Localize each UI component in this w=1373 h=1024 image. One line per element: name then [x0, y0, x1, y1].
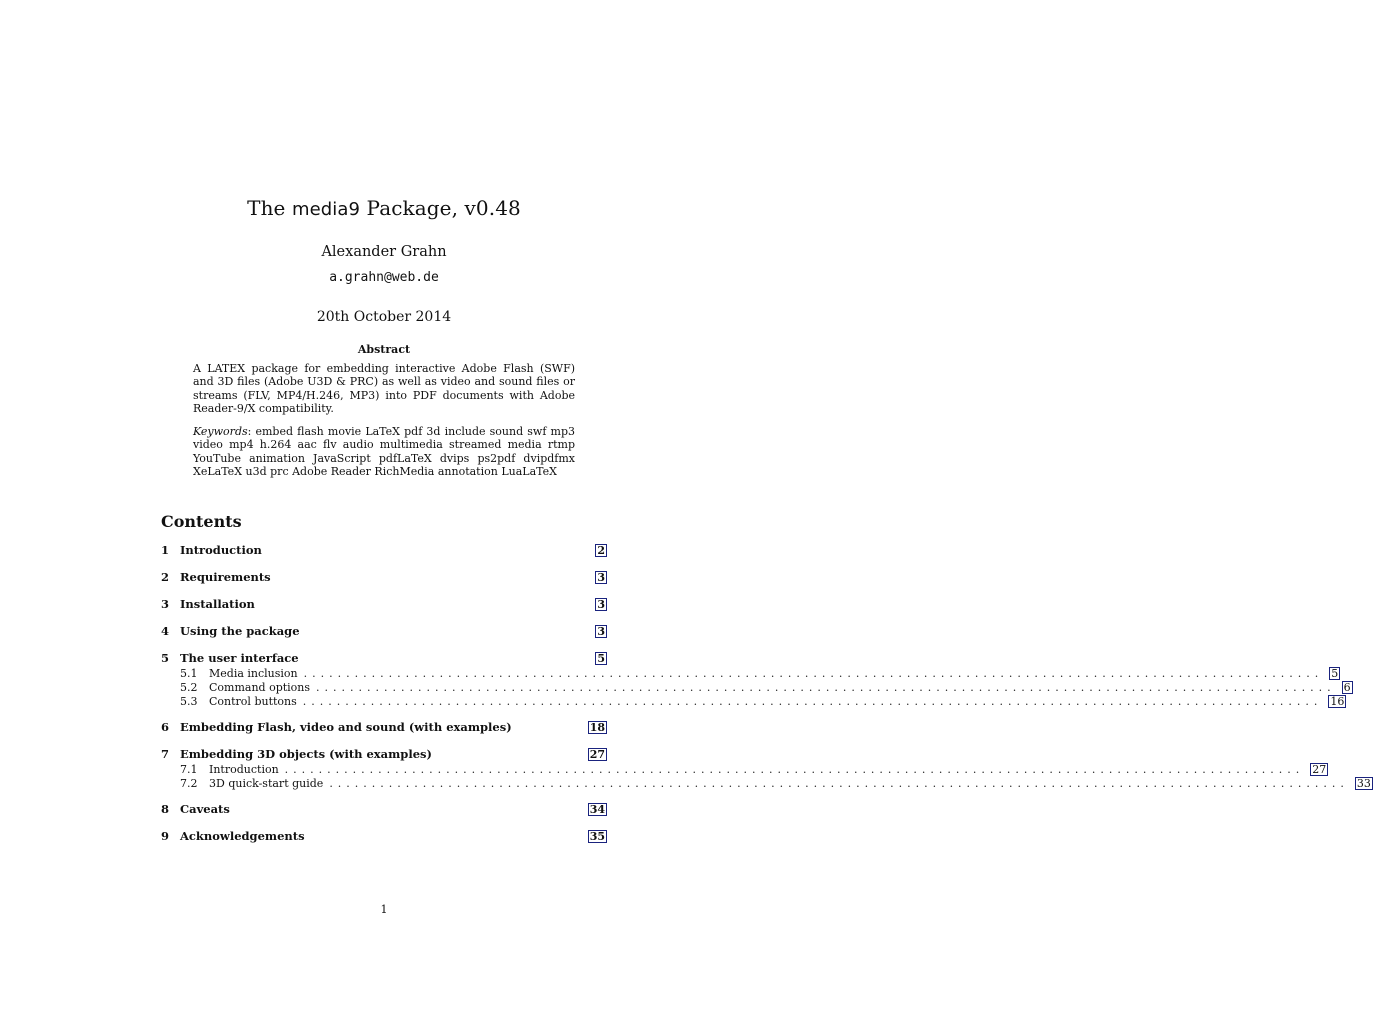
toc-subsection-number: 7.2: [180, 777, 198, 790]
toc-page-link[interactable]: 5: [1331, 667, 1339, 680]
toc-section-number: 1: [161, 543, 170, 557]
toc-page-link[interactable]: 16: [1330, 695, 1345, 708]
toc-dot-leader: ........................................................................................................................: [284, 763, 1305, 776]
toc-subsection-label[interactable]: Media inclusion: [209, 667, 298, 680]
title-suffix: Package, v0.48: [360, 196, 521, 220]
toc-section-label[interactable]: Caveats: [180, 802, 230, 816]
abstract-keywords: [193, 425, 575, 478]
toc-section-2[interactable]: [161, 570, 607, 586]
toc-section-label[interactable]: Acknowledgements: [180, 829, 305, 843]
toc-subsection-number: 7.1: [180, 763, 198, 776]
abstract-heading: Abstract: [357, 343, 411, 356]
keywords-label: Keywords: [193, 425, 248, 439]
toc-section-5[interactable]: [161, 651, 607, 667]
toc-page-link[interactable]: 27: [1312, 763, 1327, 776]
toc-page-link[interactable]: 3: [597, 598, 605, 611]
toc-section-label[interactable]: Introduction: [180, 543, 262, 557]
toc-subsection-7.2[interactable]: [161, 777, 1371, 791]
toc-section-3[interactable]: [161, 597, 607, 613]
keywords-list: : embed flash movie LaTeX pdf 3d include sound swf mp3 video mp4 h.264 aac flv audio multimedia streamed media rtmp YouTube animation JavaScript pdfLaTeX dvips ps2pdf dvipdfmx XeLaTeX u3d prc Adobe Reader RichMedia annotation LuaLaTeX: [193, 425, 575, 479]
toc-section-label[interactable]: Embedding Flash, video and sound (with examples): [180, 720, 512, 734]
toc-subsection-5.3[interactable]: [161, 695, 1345, 709]
toc-section-number: 7: [161, 747, 170, 761]
date: 20th October 2014: [316, 309, 452, 325]
toc-section-label[interactable]: Using the package: [180, 624, 300, 638]
toc-subsection-label[interactable]: 3D quick-start guide: [209, 777, 324, 790]
toc-page-link[interactable]: 33: [1356, 777, 1371, 790]
toc-page-link[interactable]: 3: [597, 571, 605, 584]
toc-section-number: 2: [161, 570, 170, 584]
toc-page-link[interactable]: 27: [589, 748, 605, 761]
toc-page-link[interactable]: 6: [1343, 681, 1351, 694]
toc-section-label[interactable]: The user interface: [180, 651, 299, 665]
toc-section-number: 5: [161, 651, 170, 665]
table-of-contents: [161, 543, 1371, 845]
toc-section-label[interactable]: Requirements: [180, 570, 271, 584]
toc-subsection-label[interactable]: Control buttons: [209, 695, 297, 708]
toc-section-4[interactable]: [161, 624, 607, 640]
toc-subsection-5.2[interactable]: [161, 681, 1351, 695]
author-email[interactable]: a.grahn@web.de: [329, 270, 439, 285]
toc-section-number: 8: [161, 802, 170, 816]
title-prefix: The: [247, 196, 292, 220]
toc-subsection-5.1[interactable]: [161, 667, 1339, 681]
toc-section-6[interactable]: [161, 720, 607, 736]
toc-page-link[interactable]: 2: [597, 544, 605, 557]
title-package-name: media9: [291, 199, 361, 220]
toc-subsection-number: 5.1: [180, 667, 198, 680]
toc-subsection-label[interactable]: Command options: [209, 681, 311, 694]
toc-section-1[interactable]: [161, 543, 607, 559]
document-title: [0, 196, 768, 220]
toc-section-8[interactable]: [161, 802, 607, 818]
toc-section-number: 4: [161, 624, 170, 638]
toc-dot-leader: ........................................................................................................................: [303, 667, 1324, 680]
toc-page-link[interactable]: 18: [589, 721, 605, 734]
abstract-text: A LATEX package for embedding interactive Adobe Flash (SWF) and 3D files (Adobe U3D & PRC) as well as video and sound files or streams (FLV, MP4/H.246, MP3) into PDF documents with Adobe Reader-9/X compatibility.: [193, 362, 575, 415]
toc-section-number: 9: [161, 829, 170, 843]
toc-page-link[interactable]: 3: [597, 625, 605, 638]
toc-dot-leader: ........................................................................................................................: [329, 777, 1349, 790]
toc-dot-leader: ........................................................................................................................: [316, 681, 1336, 694]
abstract: [193, 362, 575, 478]
toc-section-number: 6: [161, 720, 170, 734]
author: Alexander Grahn: [321, 244, 447, 260]
toc-section-label[interactable]: Installation: [180, 597, 255, 611]
toc-page-link[interactable]: 5: [597, 652, 605, 665]
toc-subsection-label[interactable]: Introduction: [209, 763, 279, 776]
toc-page-link[interactable]: 34: [589, 803, 605, 816]
toc-dot-leader: ........................................................................................................................: [302, 695, 1323, 708]
toc-page-link[interactable]: 35: [589, 830, 605, 843]
toc-section-7[interactable]: [161, 747, 607, 763]
toc-subsection-number: 5.3: [180, 695, 198, 708]
toc-subsection-number: 5.2: [180, 681, 198, 694]
toc-section-number: 3: [161, 597, 170, 611]
page-number: 1: [380, 903, 388, 916]
toc-section-9[interactable]: [161, 829, 607, 845]
contents-heading: Contents: [161, 512, 242, 531]
toc-subsection-7.1[interactable]: [161, 763, 1327, 777]
toc-section-label[interactable]: Embedding 3D objects (with examples): [180, 747, 432, 761]
